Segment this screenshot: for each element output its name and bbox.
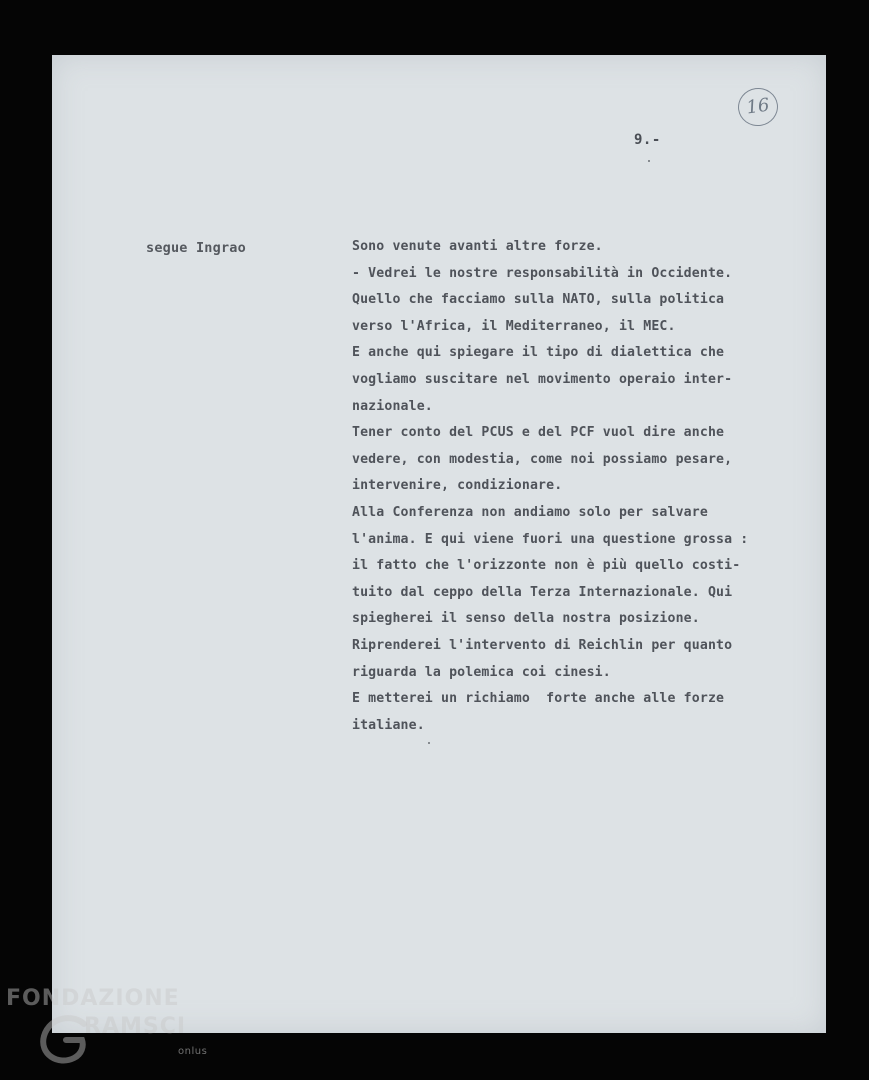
text-line: tuito dal ceppo della Terza Internazionale. Qui [352, 584, 733, 600]
ink-dot [428, 742, 430, 744]
text-line: spiegherei il senso della nostra posizione. [352, 611, 700, 627]
text-line: E metterei un richiamo forte anche alle forze [352, 691, 725, 707]
watermark-line-2: RAMSCI [84, 1014, 187, 1039]
text-line: - Vedrei le nostre responsabilità in Occidente. [352, 265, 733, 281]
watermark-line-3: onlus [178, 1046, 208, 1057]
body-text [352, 234, 792, 739]
page-number: 9.- [634, 132, 661, 148]
watermark-line-1: FONDAZIONE [6, 986, 180, 1011]
text-line: Quello che facciamo sulla NATO, sulla politica [352, 292, 725, 308]
ink-dot [648, 160, 650, 162]
text-line: Alla Conferenza non andiamo solo per salvare [352, 504, 708, 520]
text-line: E anche qui spiegare il tipo di dialettica che [352, 345, 725, 361]
text-line: l'anima. E qui viene fuori una questione grossa : [352, 531, 749, 547]
text-line: riguarda la polemica coi cinesi. [352, 664, 611, 680]
text-line: italiane. [352, 717, 425, 733]
archive-number-stamp: 16 [736, 85, 781, 128]
text-line: Sono venute avanti altre forze. [352, 239, 603, 254]
text-line: nazionale. [352, 398, 433, 414]
text-line: verso l'Africa, il Mediterraneo, il MEC. [352, 318, 676, 334]
text-line: intervenire, condizionare. [352, 478, 563, 494]
text-line: Tener conto del PCUS e del PCF vuol dire anche [352, 425, 725, 441]
text-line: vogliamo suscitare nel movimento operaio inter- [352, 371, 733, 387]
text-line: il fatto che l'orizzonte non è più quello costi- [352, 558, 741, 574]
speaker-label: segue Ingrao [146, 240, 246, 256]
text-line: Riprenderei l'intervento di Reichlin per quanto [352, 637, 733, 653]
watermark-logo [6, 986, 221, 1076]
text-line: vedere, con modestia, come noi possiamo pesare, [352, 451, 733, 467]
